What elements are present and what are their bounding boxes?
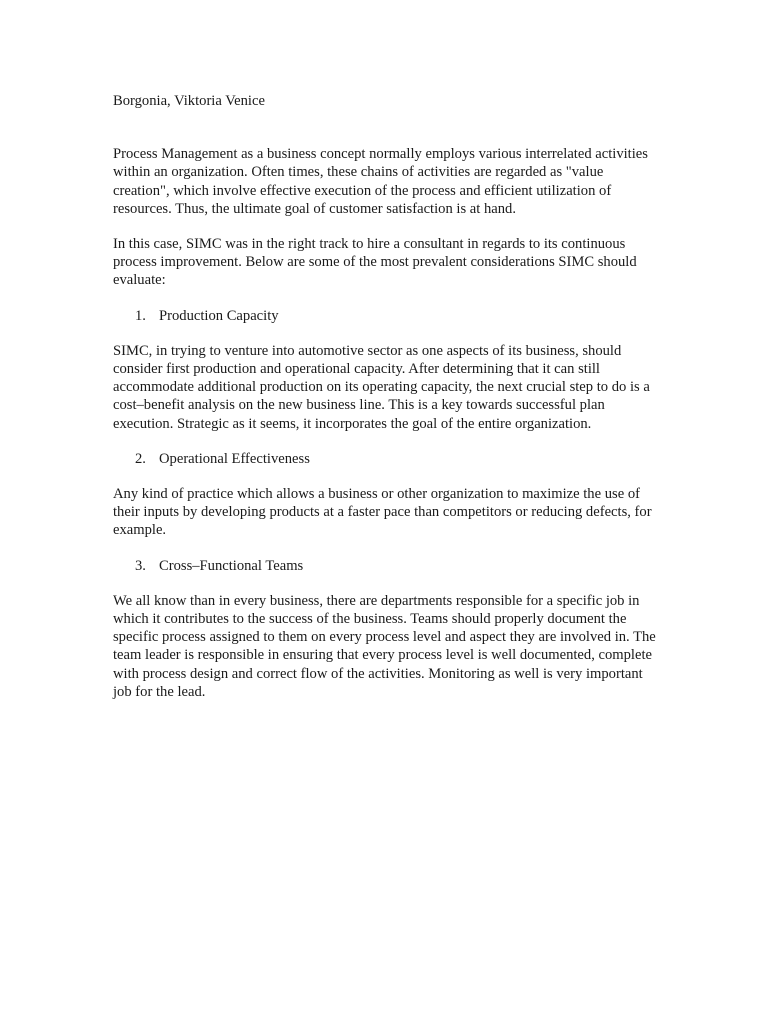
operational-effectiveness-paragraph: Any kind of practice which allows a business or other organization to maximize the use of their inputs by developing products at a faster pace than competitors or reducing defects, for example. — [113, 486, 652, 539]
section-heading-operational-effectiveness — [113, 450, 658, 468]
section-heading-production-capacity — [113, 307, 658, 325]
cross-functional-teams-paragraph: We all know than in every business, there are departments responsible for a specific job in which it contributes to the success of the business. Teams should properly document the specific process assigned to them on every process level and aspect they are involved in. The team leader is responsible in ensuring that every process level is well documented, complete with process design and correct flow of the activities. Monitoring as well is very important job for the lead. — [113, 592, 656, 700]
list-number: 2. — [135, 450, 146, 467]
list-heading: Operational Effectiveness — [159, 450, 310, 467]
list-heading: Production Capacity — [159, 307, 279, 324]
section-heading-cross-functional-teams — [113, 557, 658, 575]
document-body — [113, 92, 658, 718]
context-paragraph: In this case, SIMC was in the right track to hire a consultant in regards to its continuous process improvement. Below are some of the most prevalent considerations SIMC should evaluate: — [113, 236, 637, 289]
list-number: 3. — [135, 557, 146, 574]
list-heading: Cross–Functional Teams — [159, 557, 304, 574]
production-capacity-paragraph: SIMC, in trying to venture into automotive sector as one aspects of its business, should consider first production and operational capacity. After determining that it can still accommodate additional production on its operating capacity, the next crucial step to do is a cost–benefit analysis on the new business line. This is a key towards successful plan execution. Strategic as it seems, it incorporates the goal of the entire organization. — [113, 342, 650, 432]
intro-paragraph: Process Management as a business concept normally employs various interrelated activities within an organization. Often times, these chains of activities are regarded as "value creation", which involve effective execution of the process and efficient utilization of resources. Thus, the ultimate goal of customer satisfaction is at hand. — [113, 146, 648, 217]
list-number: 1. — [135, 307, 146, 324]
author-name: Borgonia, Viktoria Venice — [113, 93, 265, 109]
